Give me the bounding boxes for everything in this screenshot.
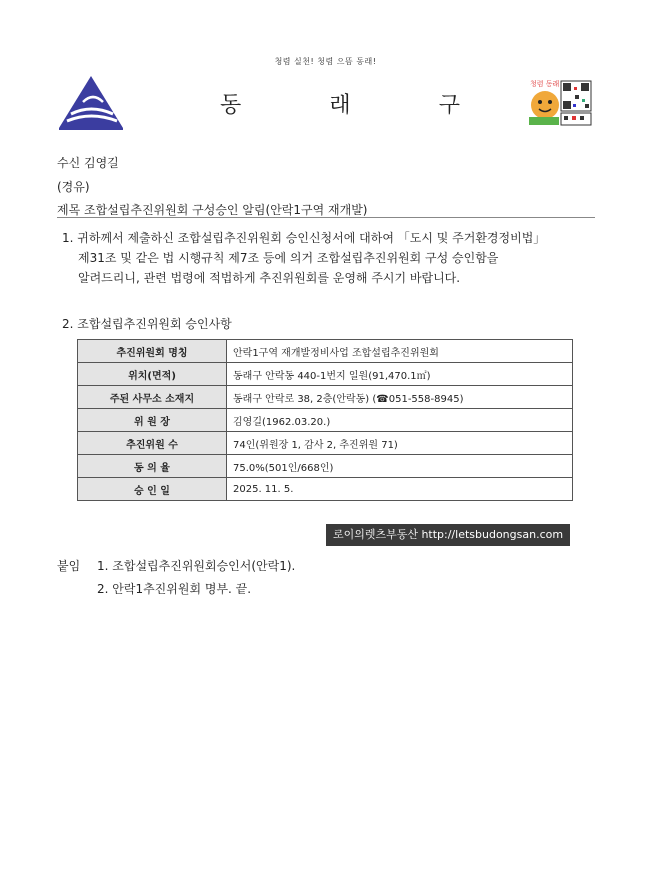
via-line: (경유) — [57, 180, 90, 194]
qr-badge-text: 청렴 동래 — [530, 80, 560, 88]
recipient-line: 수신 김영길 — [57, 156, 119, 170]
paragraph-1-line-2: 제31조 및 같은 법 시행규칙 제7조 등에 의거 조합설립추진위원회 구성 승인함을 — [78, 251, 499, 265]
row-value: 동래구 안락동 440-1번지 일원(91,470.1㎡) — [227, 363, 573, 386]
table-row — [78, 409, 573, 432]
table-row — [78, 363, 573, 386]
org-name-char: 동 — [220, 93, 242, 118]
row-value: 74인(위원장 1, 감사 2, 추진위원 71) — [227, 432, 573, 455]
table-row — [78, 432, 573, 455]
row-label: 위치(면적) — [78, 363, 227, 386]
row-value: 김영길(1962.03.20.) — [227, 409, 573, 432]
attachment-item: 1. 조합설립추진위원회승인서(안락1). — [97, 559, 296, 573]
row-value: 2025. 11. 5. — [227, 478, 573, 501]
org-name-char: 구 — [438, 93, 460, 118]
table-row — [78, 455, 573, 478]
subject-divider — [57, 217, 595, 218]
row-label: 승 인 일 — [78, 478, 227, 501]
row-label: 추진위원회 명칭 — [78, 340, 227, 363]
paragraph-1-line-1: 1. 귀하께서 제출하신 조합설립추진위원회 승인신청서에 대하여 「도시 및 주거환경정비법」 — [62, 231, 546, 245]
row-value: 75.0%(501인/668인) — [227, 455, 573, 478]
table-row — [78, 340, 573, 363]
attachment-item: 2. 안락1추진위원회 명부. 끝. — [97, 582, 252, 596]
row-label: 주된 사무소 소재지 — [78, 386, 227, 409]
paragraph-1-line-3: 알려드리니, 관련 법령에 적법하게 추진위원회를 운영해 주시기 바랍니다. — [78, 271, 461, 285]
integrity-qr-badge — [527, 77, 595, 127]
row-label: 추진위원 수 — [78, 432, 227, 455]
dongnae-logo-icon — [57, 74, 125, 132]
row-value: 동래구 안락로 38, 2층(안락동) (☎051-558-8945) — [227, 386, 573, 409]
attachments-label: 붙임 — [57, 559, 81, 573]
org-name-char: 래 — [329, 93, 351, 118]
table-row — [78, 478, 573, 501]
table-row — [78, 386, 573, 409]
paragraph-2-title: 2. 조합설립추진위원회 승인사항 — [62, 317, 232, 331]
approval-table — [77, 339, 573, 501]
row-label: 동 의 율 — [78, 455, 227, 478]
row-label: 위 원 장 — [78, 409, 227, 432]
row-value: 안락1구역 재개발정비사업 조합설립추진위원회 — [227, 340, 573, 363]
slogan: 청렴 실천! 청렴 으뜸 동래! — [274, 57, 377, 66]
subject-line: 제목 조합설립추진위원회 구성승인 알림(안락1구역 재개발) — [57, 203, 368, 217]
org-name — [220, 88, 460, 119]
watermark-banner: 로이의렛츠부동산 http://letsbudongsan.com — [326, 524, 570, 546]
